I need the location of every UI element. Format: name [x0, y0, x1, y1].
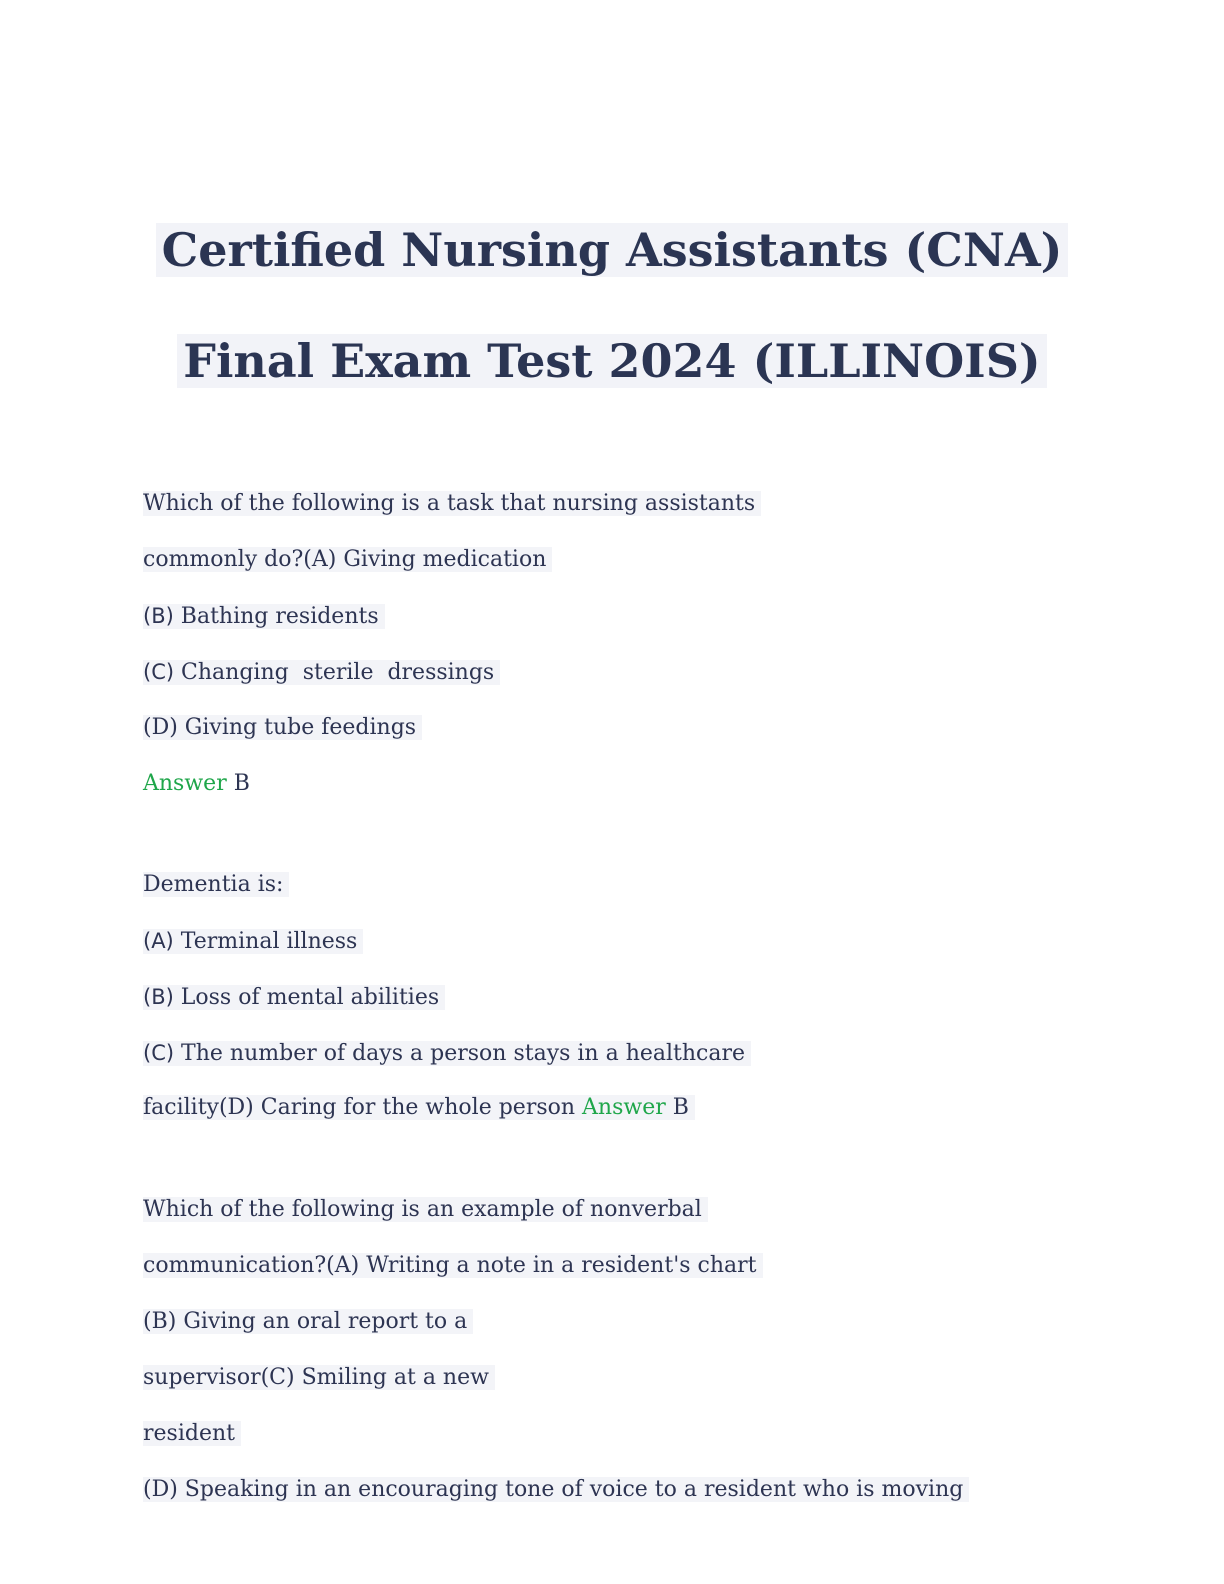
question-1-text-line-2: commonly do?(A) Giving medication — [143, 545, 552, 575]
answer-value: B — [226, 771, 250, 796]
question-1-option-c: (C) Changing sterile dressings — [143, 657, 500, 688]
question-3-text-line-3: (B) Giving an oral report to a — [143, 1307, 473, 1337]
question-3-text-line-5: resident — [143, 1419, 241, 1449]
question-3-text-line-1: Which of the following is an example of nonverbal — [143, 1195, 708, 1225]
question-2-option-a: (A) Terminal illness — [143, 926, 363, 957]
document-title-line-1: Certified Nursing Assistants (CNA) — [0, 222, 1224, 278]
question-3-text-line-2: communication?(A) Writing a note in a resident's chart — [143, 1251, 763, 1281]
question-1-answer — [143, 769, 250, 799]
document-title-line-2: Final Exam Test 2024 (ILLINOIS) — [0, 333, 1224, 389]
question-1-option-d: (D) Giving tube feedings — [143, 713, 422, 743]
answer-label: Answer — [582, 1095, 666, 1120]
question-2-text-line-1: Dementia is: — [143, 870, 289, 900]
question-3-text-line-4: supervisor(C) Smiling at a new — [143, 1363, 495, 1393]
question-1-option-b: (B) Bathing residents — [143, 601, 385, 632]
question-1-text-line-1: Which of the following is a task that nursing assistants — [143, 489, 761, 519]
question-3-text-line-6: (D) Speaking in an encouraging tone of voice to a resident who is moving — [143, 1475, 969, 1505]
question-2-option-d-and-answer: facility(D) Caring for the whole person Answer B — [143, 1093, 695, 1123]
question-2-option-b: (B) Loss of mental abilities — [143, 982, 445, 1013]
answer-label: Answer — [143, 771, 227, 796]
question-2-option-c: (C) The number of days a person stays in a healthcare — [143, 1038, 751, 1069]
answer-value: B — [665, 1095, 689, 1120]
